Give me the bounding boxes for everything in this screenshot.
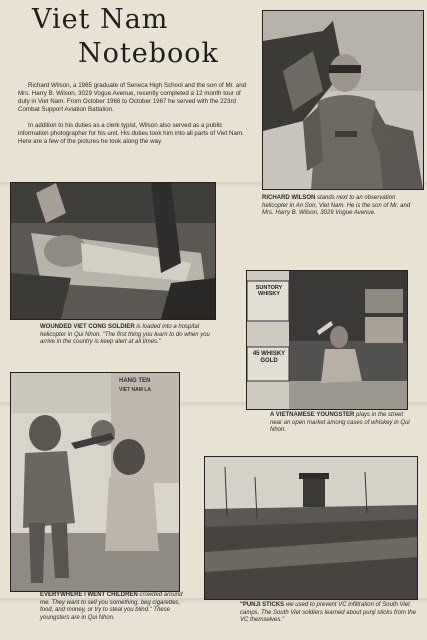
intro-paragraph-2: In addition to his duties as a clerk typist, Wilson also served as a public information photographer for his unit. His duties took him into all parts of Viet Nam. Here are a few of the pictures he took along the way. (18, 122, 244, 145)
caption-wounded-soldier: WOUNDED VIET CONG SOLDIER is loaded into a hospital helicopter in Qui Nhon. "The first thing you learn to do when you arrive in the country is keep alert at all times." (40, 324, 210, 346)
caption-richard-wilson: RICHARD WILSON stands next to an observation helicopter in An Son, Viet Nam. He is the son of Mr. and Mrs. Harry B. Wilson, 3029 Vogue Avenue. (262, 195, 411, 217)
shop-sign-viet-nam: VIET NAM LA (119, 387, 151, 393)
page-title-line-1: Viet Nam (32, 4, 169, 35)
caption-punji-sticks: "PUNJI STICKS we used to prevent VC infiltration of South Viet camps. The South Viet soldiers learned about punji sticks from the VC themselves." (240, 602, 416, 624)
page-title-line-2: Notebook (78, 38, 219, 69)
sign-whisky-gold: 45 WHISKY GOLD (252, 351, 286, 364)
photo-wounded-soldier (10, 182, 216, 320)
sign-suntory: SUNTORY WHISKY (255, 285, 283, 297)
photo-vietnamese-youngster (246, 270, 408, 410)
photo-richard-wilson (262, 10, 424, 190)
photo-punji-sticks (204, 456, 418, 600)
caption-children: EVERYWHERE I WENT CHILDREN crowded around me. They want to sell you something, beg cigarettes, food, and money, or try to steal you blind." These youngsters are in Qui Nhon. (40, 592, 183, 621)
caption-vietnamese-youngster: A VIETNAMESE YOUNGSTER plays in the street near an open market among cases of whiskey in Qui Nhon. (270, 412, 410, 434)
shop-sign-hang-ten: HANG TEN (119, 378, 151, 384)
photo-children (10, 372, 180, 592)
intro-paragraph-1: Richard Wilson, a 1965 graduate of Seneca High School and the son of Mr. and Mrs. Harry B. Wilson, 3029 Vogue Avenue, recently completed a 12 month tour of duty in Viet Nam. From October 1966 to October 1967 he served with the 223rd Combat Support Aviation Battalion. (18, 82, 247, 113)
